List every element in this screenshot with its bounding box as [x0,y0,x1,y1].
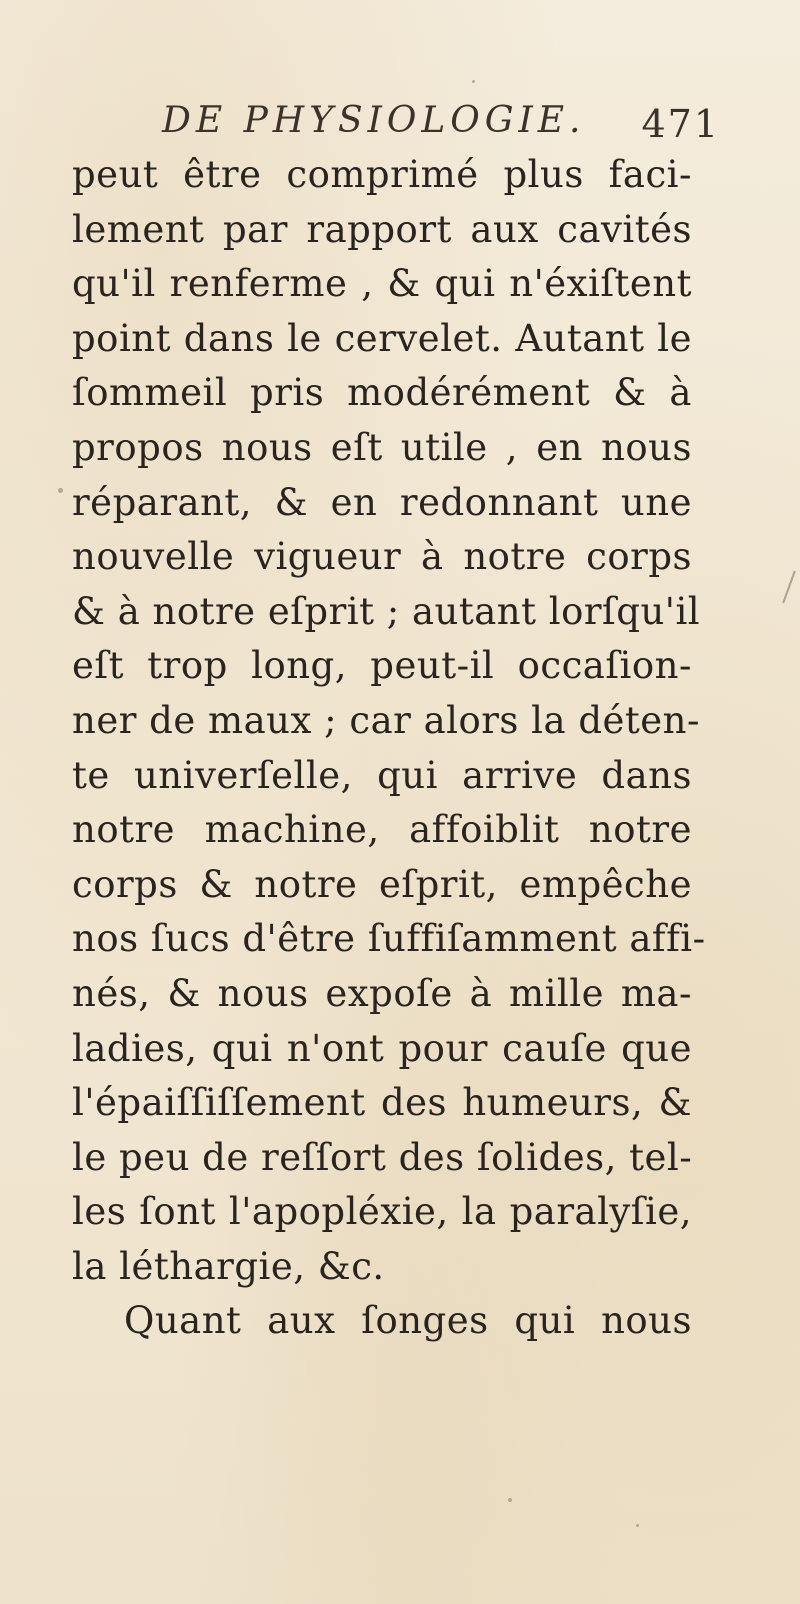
text-line: nés, & nous expoſe à mille ma- [72,971,692,1015]
text-line: & à notre eſprit ; autant lorſqu'il [72,589,701,633]
text-line: le peu de reſſort des ſolides, tel- [72,1135,693,1179]
text-line: ladies, qui n'ont pour cauſe que [72,1026,692,1070]
text-line: propos nous eſt utile , en nous [72,425,692,469]
page-header [100,96,740,156]
paper-speck [472,80,475,83]
text-line: te univerſelle, qui arrive dans [72,753,692,797]
text-line: réparant, & en redonnant une [72,480,692,524]
text-line: les ſont l'apopléxie, la paralyſie, [72,1190,692,1234]
text-line: notre machine, affoiblit notre [72,808,692,852]
paper-speck [58,488,63,493]
paragraph-end-line: la léthargie, &c. [72,1244,385,1288]
text-line: nos ſucs d'être ſuffiſamment affi- [72,917,706,961]
text-line: ner de maux ; car alors la déten- [72,698,701,742]
page-number: 471 [641,102,720,146]
text-line: eſt trop long, peut-il occaſion- [72,644,692,688]
margin-mark [782,571,796,604]
paper-speck [636,1524,639,1527]
running-head: DE PHYSIOLOGIE. [162,100,586,141]
paper-speck [508,1498,512,1502]
text-line: qu'il renferme , & qui n'éxiſtent [72,262,692,306]
text-line: lement par rapport aux cavités [72,207,692,251]
body-text [72,148,706,1349]
text-line: l'épaiſſiſſement des humeurs, & [72,1081,692,1125]
text-line: point dans le cervelet. Autant le [72,316,692,360]
text-line: ſommeil pris modérément & à [72,371,692,415]
text-line: nouvelle vigueur à notre corps [72,535,692,579]
text-line: peut être comprimé plus faci- [72,153,692,196]
text-line: corps & notre eſprit, empêche [72,862,692,906]
paragraph-start-line: Quant aux ſonges qui nous [124,1299,692,1343]
